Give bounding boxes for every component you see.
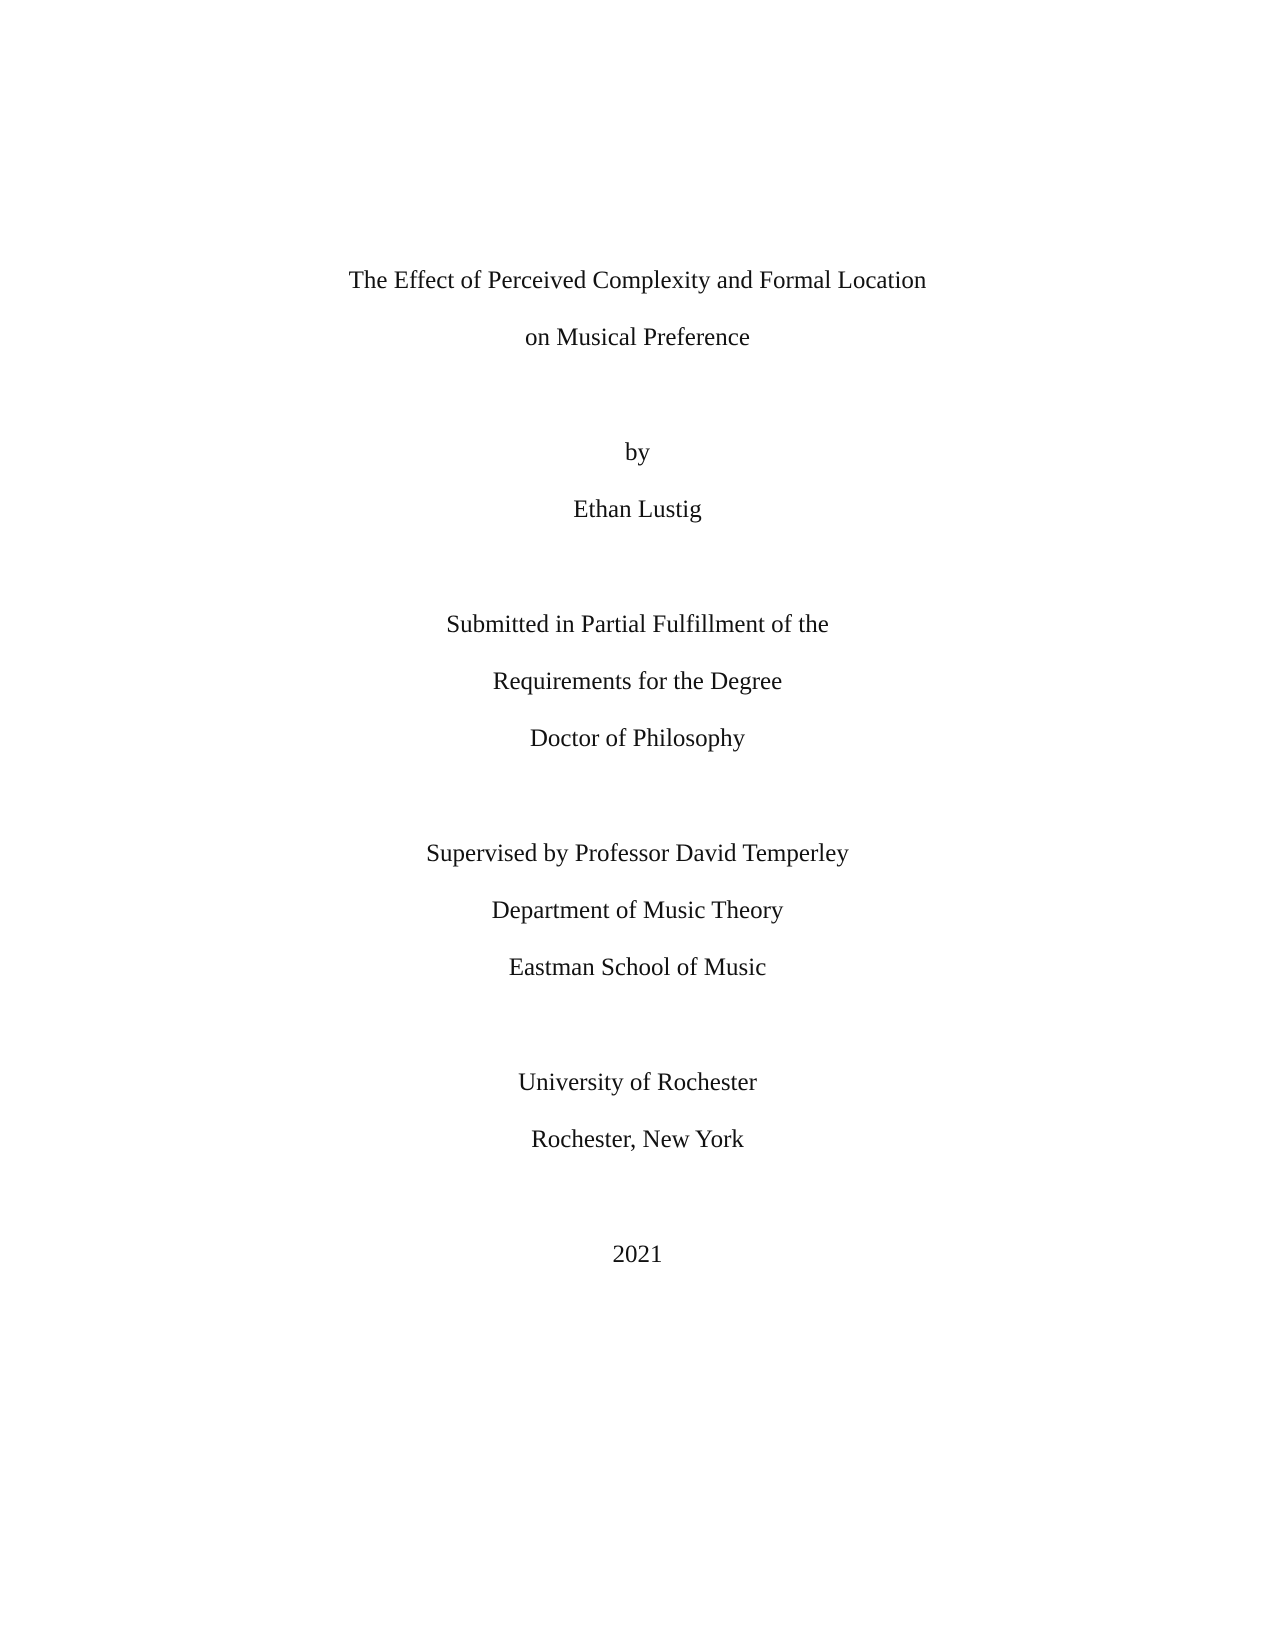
year: 2021 (612, 1241, 663, 1268)
submission-line-2: Requirements for the Degree (492, 668, 783, 695)
thesis-title-line-1: The Effect of Perceived Complexity and Formal Location (348, 267, 927, 294)
school-line: Eastman School of Music (508, 954, 767, 981)
university-line: University of Rochester (518, 1069, 757, 1096)
supervisor-line: Supervised by Professor David Temperley (426, 840, 849, 867)
by-label: by (625, 439, 650, 466)
department-line: Department of Music Theory (491, 897, 784, 924)
submission-line-1: Submitted in Partial Fulfillment of the (446, 611, 829, 638)
thesis-title-line-2: on Musical Preference (525, 324, 750, 351)
location-line: Rochester, New York (531, 1126, 744, 1153)
degree-name: Doctor of Philosophy (529, 725, 746, 752)
author-name: Ethan Lustig (573, 496, 702, 523)
